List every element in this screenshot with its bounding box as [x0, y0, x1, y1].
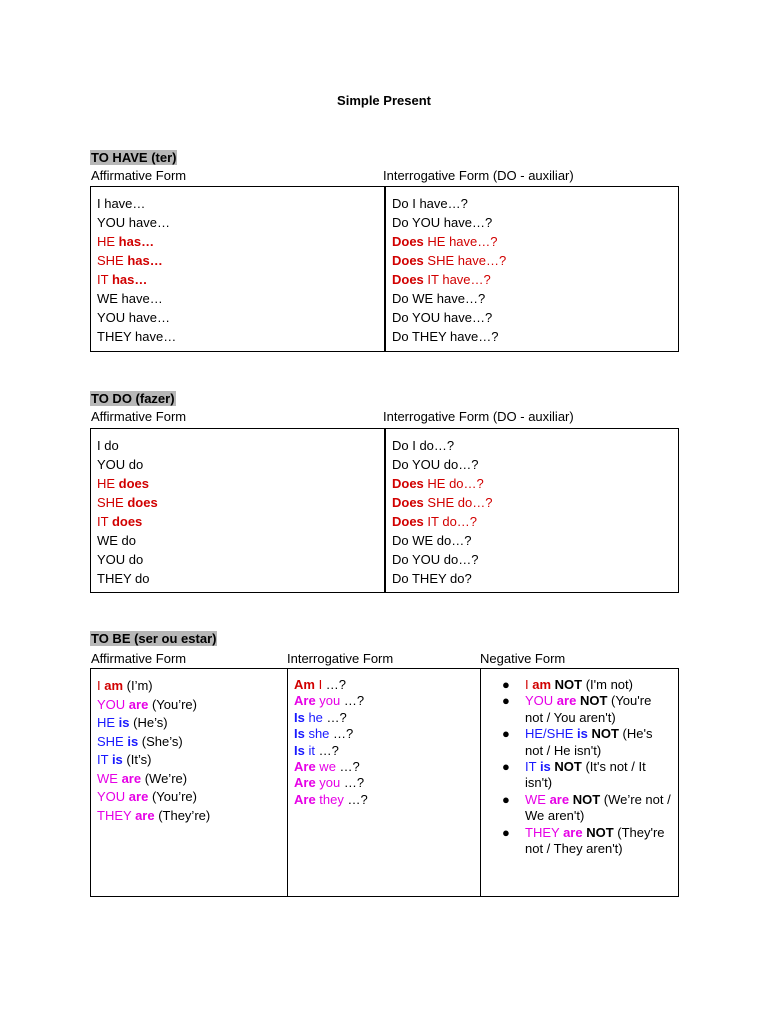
be-affirmative-line-segment: YOU — [97, 696, 129, 712]
have-affirmative-line-segment: I have… — [97, 196, 146, 211]
do-affirmative-line-segment: THEY do — [97, 571, 150, 586]
be-affirmative-line-segment: (I’m) — [123, 678, 153, 693]
do-affirmative-line-segment: HE — [97, 476, 119, 491]
be-affirmative-line-segment: I — [97, 678, 105, 693]
be-negative-item-segment: (I'm not) — [582, 677, 633, 692]
do-affirmative-line — [97, 474, 378, 493]
be-negative-item-segment: WE — [525, 791, 550, 807]
be-negative-item-segment: NOT — [569, 791, 601, 807]
have-interrogative-line — [392, 327, 672, 346]
be-negative-item-segment: is — [539, 759, 551, 775]
bullet-icon: ● — [502, 824, 510, 840]
be-interrogative-line — [294, 743, 474, 759]
be-interrogative-line-segment: …? — [340, 775, 365, 791]
be-affirmative-line-segment: YOU — [97, 789, 129, 804]
be-affirmative-line-segment: (He’s) — [129, 715, 168, 730]
be-negative-item — [481, 792, 672, 825]
do-interrogative-line-segment: SHE do…? — [423, 495, 493, 510]
have-affirmative-line — [97, 289, 378, 308]
have-interrogative-line-segment: Do WE have…? — [392, 291, 486, 306]
be-interrogative-line-segment: Is — [294, 726, 305, 742]
have-affirmative-line — [97, 232, 378, 251]
bullet-icon: ● — [502, 726, 510, 742]
do-interrogative-line-segment: HE do…? — [423, 476, 484, 491]
do-interrogative-cell — [385, 429, 679, 593]
be-negative-item-segment: NOT — [582, 824, 614, 840]
have-interrogative-line-segment: Do YOU have…? — [392, 215, 493, 230]
be-negative-item-segment: are — [549, 791, 570, 807]
be-affirmative-line-segment: is — [118, 715, 130, 730]
have-affirmative-line-segment: SHE — [97, 253, 128, 268]
do-affirmative-line-segment: WE do — [97, 533, 137, 548]
do-interrogative-line — [392, 550, 672, 569]
be-interrogative-line — [294, 693, 474, 709]
have-interrogative-line-segment: Does — [392, 234, 424, 249]
be-affirmative-line-segment: (It’s) — [122, 752, 152, 767]
have-interrogative-line-segment: Do THEY have…? — [392, 329, 499, 344]
section-heading-to-do: TO DO (fazer) — [91, 391, 175, 406]
be-affirmative-line-segment: (They’re) — [154, 807, 211, 823]
be-negative-item — [481, 825, 672, 858]
be-interrogative-line-segment: I — [314, 677, 323, 692]
page-title: Simple Present — [337, 93, 431, 108]
have-interrogative-line-segment: Does — [392, 253, 424, 268]
have-affirmative-line-segment: has… — [118, 234, 155, 249]
be-negative-item-segment: (You're not / You aren't) — [525, 693, 652, 725]
be-affirmative-line — [97, 714, 281, 733]
be-affirmative-line — [97, 770, 281, 789]
do-affirmative-line — [97, 436, 378, 455]
do-affirmative-line — [97, 512, 378, 531]
be-negative-item-segment: HE/SHE — [525, 726, 578, 742]
have-affirmative-line — [97, 308, 378, 327]
be-affirmative-line-segment: SHE — [97, 733, 128, 749]
have-interrogative-line — [392, 213, 672, 232]
do-interrogative-line — [392, 455, 672, 474]
be-negative-item-segment: NOT — [576, 693, 608, 709]
have-affirmative-line — [97, 270, 378, 289]
do-interrogative-line — [392, 531, 672, 550]
be-affirmative-line-segment: are — [135, 807, 155, 823]
have-interrogative-lines — [392, 194, 672, 346]
have-interrogative-line-segment: HE have…? — [423, 234, 498, 249]
bullet-icon: ● — [502, 759, 510, 775]
be-affirmative-line — [97, 696, 281, 715]
have-interrogative-label: Interrogative Form (DO - auxiliar) — [383, 168, 574, 183]
do-interrogative-line-segment: Does — [392, 495, 424, 510]
be-affirmative-line-segment: (You’re) — [148, 696, 197, 712]
be-negative-item-segment: I — [525, 677, 533, 692]
have-interrogative-line — [392, 270, 672, 289]
do-interrogative-line-segment: Do THEY do? — [392, 571, 472, 586]
be-interrogative-line — [294, 677, 474, 693]
have-interrogative-line-segment: IT have…? — [423, 272, 491, 287]
bullet-icon: ● — [502, 791, 510, 807]
have-affirmative-line-segment: has… — [111, 272, 148, 287]
be-negative-item-segment: NOT — [550, 759, 582, 775]
be-negative-item-segment: (We’re not / We aren't) — [525, 791, 671, 824]
be-interrogative-line-segment: Is — [294, 709, 305, 725]
have-affirmative-line-segment: WE have… — [97, 291, 163, 306]
be-negative-item — [481, 677, 672, 693]
have-affirmative-line — [97, 194, 378, 213]
be-interrogative-lines — [294, 676, 474, 808]
be-negative-item — [481, 726, 672, 759]
section-heading-to-have: TO HAVE (ter) — [91, 150, 177, 165]
have-affirmative-line-segment: HE — [97, 234, 119, 249]
be-interrogative-line — [294, 710, 474, 726]
be-interrogative-line-segment: …? — [322, 677, 347, 692]
be-negative-item — [481, 759, 672, 792]
be-interrogative-line-segment: …? — [343, 791, 368, 807]
be-affirmative-line-segment: are — [128, 789, 149, 804]
have-affirmative-label: Affirmative Form — [91, 168, 187, 183]
bullet-icon: ● — [502, 677, 510, 692]
have-affirmative-lines — [97, 194, 378, 346]
be-negative-item-segment: YOU — [525, 693, 557, 709]
be-negative-list — [481, 677, 672, 857]
be-affirmative-line-segment: is — [111, 752, 123, 767]
be-affirmative-line — [97, 751, 281, 770]
be-negative-item-segment: am — [532, 677, 552, 692]
do-affirmative-line-segment: SHE — [97, 495, 128, 510]
have-affirmative-line — [97, 213, 378, 232]
have-interrogative-line — [392, 232, 672, 251]
be-negative-item-segment: are — [556, 693, 577, 709]
do-interrogative-line — [392, 512, 672, 531]
have-interrogative-line — [392, 308, 672, 327]
do-interrogative-line-segment: Do WE do…? — [392, 533, 472, 548]
have-affirmative-cell — [91, 187, 386, 352]
be-negative-label: Negative Form — [480, 651, 566, 666]
be-interrogative-line-segment: Am — [294, 677, 315, 692]
be-affirmative-line-segment: THEY — [97, 807, 136, 823]
do-interrogative-line — [392, 493, 672, 512]
be-affirmative-line-segment: is — [127, 733, 139, 749]
be-negative-item-segment: IT — [525, 759, 540, 775]
be-interrogative-line-segment: …? — [340, 693, 365, 709]
be-affirmative-label: Affirmative Form — [91, 651, 187, 666]
have-interrogative-cell — [385, 187, 679, 352]
have-affirmative-line — [97, 251, 378, 270]
have-affirmative-line-segment: YOU have… — [97, 310, 170, 325]
be-negative-item-segment: (It's not / It isn't) — [525, 759, 646, 791]
do-affirmative-label: Affirmative Form — [91, 409, 187, 424]
be-interrogative-line-segment: …? — [329, 726, 354, 742]
be-affirmative-lines — [97, 676, 281, 825]
be-affirmative-line-segment: are — [121, 770, 142, 786]
be-affirmative-line — [97, 733, 281, 752]
be-interrogative-label: Interrogative Form — [287, 651, 394, 666]
do-affirmative-cell — [91, 429, 386, 593]
do-interrogative-label: Interrogative Form (DO - auxiliar) — [383, 409, 574, 424]
be-interrogative-cell — [288, 669, 481, 897]
have-interrogative-line-segment: Do I have…? — [392, 196, 468, 211]
be-affirmative-line — [97, 677, 281, 696]
have-interrogative-line — [392, 251, 672, 270]
be-interrogative-line-segment: Are — [294, 791, 316, 807]
be-negative-cell — [481, 669, 679, 897]
section-heading-to-be: TO BE (ser ou estar) — [91, 631, 217, 646]
have-affirmative-line-segment: THEY have… — [97, 329, 177, 344]
do-affirmative-line — [97, 493, 378, 512]
be-interrogative-line-segment: …? — [314, 742, 339, 758]
do-affirmative-lines — [97, 436, 378, 588]
do-affirmative-line-segment: IT — [97, 514, 112, 529]
have-interrogative-line-segment: Does — [392, 272, 424, 287]
be-interrogative-line — [294, 726, 474, 742]
be-negative-item-segment: are — [563, 824, 583, 840]
be-negative-item-segment: NOT — [587, 726, 619, 742]
have-affirmative-line-segment: YOU have… — [97, 215, 170, 230]
be-interrogative-line-segment: you — [315, 775, 341, 791]
be-affirmative-line-segment: (You’re) — [148, 789, 197, 804]
have-affirmative-line-segment: has… — [127, 253, 163, 268]
be-affirmative-cell — [91, 669, 288, 897]
do-interrogative-line-segment: Does — [392, 476, 424, 491]
do-affirmative-line-segment: does — [111, 514, 143, 529]
be-interrogative-line — [294, 775, 474, 791]
be-affirmative-line-segment: are — [128, 696, 149, 712]
do-interrogative-line-segment: Does — [392, 514, 424, 529]
have-table — [90, 186, 679, 352]
do-affirmative-line — [97, 569, 378, 588]
be-interrogative-line-segment: it — [304, 742, 315, 758]
be-affirmative-line-segment: WE — [97, 770, 122, 786]
be-negative-item — [481, 693, 672, 726]
do-interrogative-lines — [392, 436, 672, 588]
be-interrogative-line — [294, 792, 474, 808]
be-interrogative-line-segment: you — [315, 693, 341, 709]
do-interrogative-line — [392, 474, 672, 493]
be-negative-item-segment: THEY — [525, 824, 564, 840]
be-affirmative-line — [97, 807, 281, 826]
be-interrogative-line-segment: he — [304, 709, 323, 725]
be-interrogative-line-segment: Are — [294, 775, 316, 791]
have-interrogative-line-segment: Do YOU have…? — [392, 310, 493, 325]
be-negative-item-segment: (They're not / They aren't) — [525, 824, 665, 857]
do-affirmative-line-segment: does — [127, 495, 158, 510]
do-affirmative-line — [97, 531, 378, 550]
be-affirmative-line-segment: (She’s) — [138, 733, 183, 749]
be-interrogative-line-segment: she — [304, 726, 330, 742]
be-interrogative-line-segment: we — [315, 758, 336, 774]
be-interrogative-line-segment: …? — [335, 758, 360, 774]
have-affirmative-line — [97, 327, 378, 346]
do-affirmative-line-segment: YOU do — [97, 457, 144, 472]
do-table — [90, 428, 679, 593]
be-affirmative-line-segment: (We’re) — [141, 770, 188, 786]
be-affirmative-line-segment: IT — [97, 752, 112, 767]
do-interrogative-line-segment: Do I do…? — [392, 438, 455, 453]
do-interrogative-line-segment: IT do…? — [423, 514, 478, 529]
do-affirmative-line-segment: YOU do — [97, 552, 144, 567]
be-interrogative-line-segment: Is — [294, 742, 305, 758]
have-interrogative-line — [392, 194, 672, 213]
be-table — [90, 668, 679, 897]
do-affirmative-line-segment: does — [118, 476, 150, 491]
have-interrogative-line-segment: SHE have…? — [423, 253, 507, 268]
be-negative-item-segment: NOT — [551, 677, 583, 692]
do-interrogative-line — [392, 436, 672, 455]
do-affirmative-line — [97, 455, 378, 474]
be-affirmative-line — [97, 788, 281, 807]
be-interrogative-line-segment: they — [315, 791, 344, 807]
be-interrogative-line-segment: Are — [294, 693, 316, 709]
be-affirmative-line-segment: HE — [97, 715, 119, 730]
do-interrogative-line-segment: Do YOU do…? — [392, 552, 479, 567]
be-negative-item-segment: is — [577, 726, 588, 742]
be-negative-item-segment: (He's not / He isn't) — [525, 726, 653, 758]
be-affirmative-line-segment: am — [104, 678, 124, 693]
do-interrogative-line — [392, 569, 672, 588]
do-interrogative-line-segment: Do YOU do…? — [392, 457, 479, 472]
have-interrogative-line — [392, 289, 672, 308]
do-affirmative-line — [97, 550, 378, 569]
be-interrogative-line-segment: …? — [322, 709, 347, 725]
do-affirmative-line-segment: I do — [97, 438, 119, 453]
bullet-icon: ● — [502, 693, 510, 709]
have-affirmative-line-segment: IT — [97, 272, 112, 287]
be-interrogative-line — [294, 759, 474, 775]
be-interrogative-line-segment: Are — [294, 758, 316, 774]
